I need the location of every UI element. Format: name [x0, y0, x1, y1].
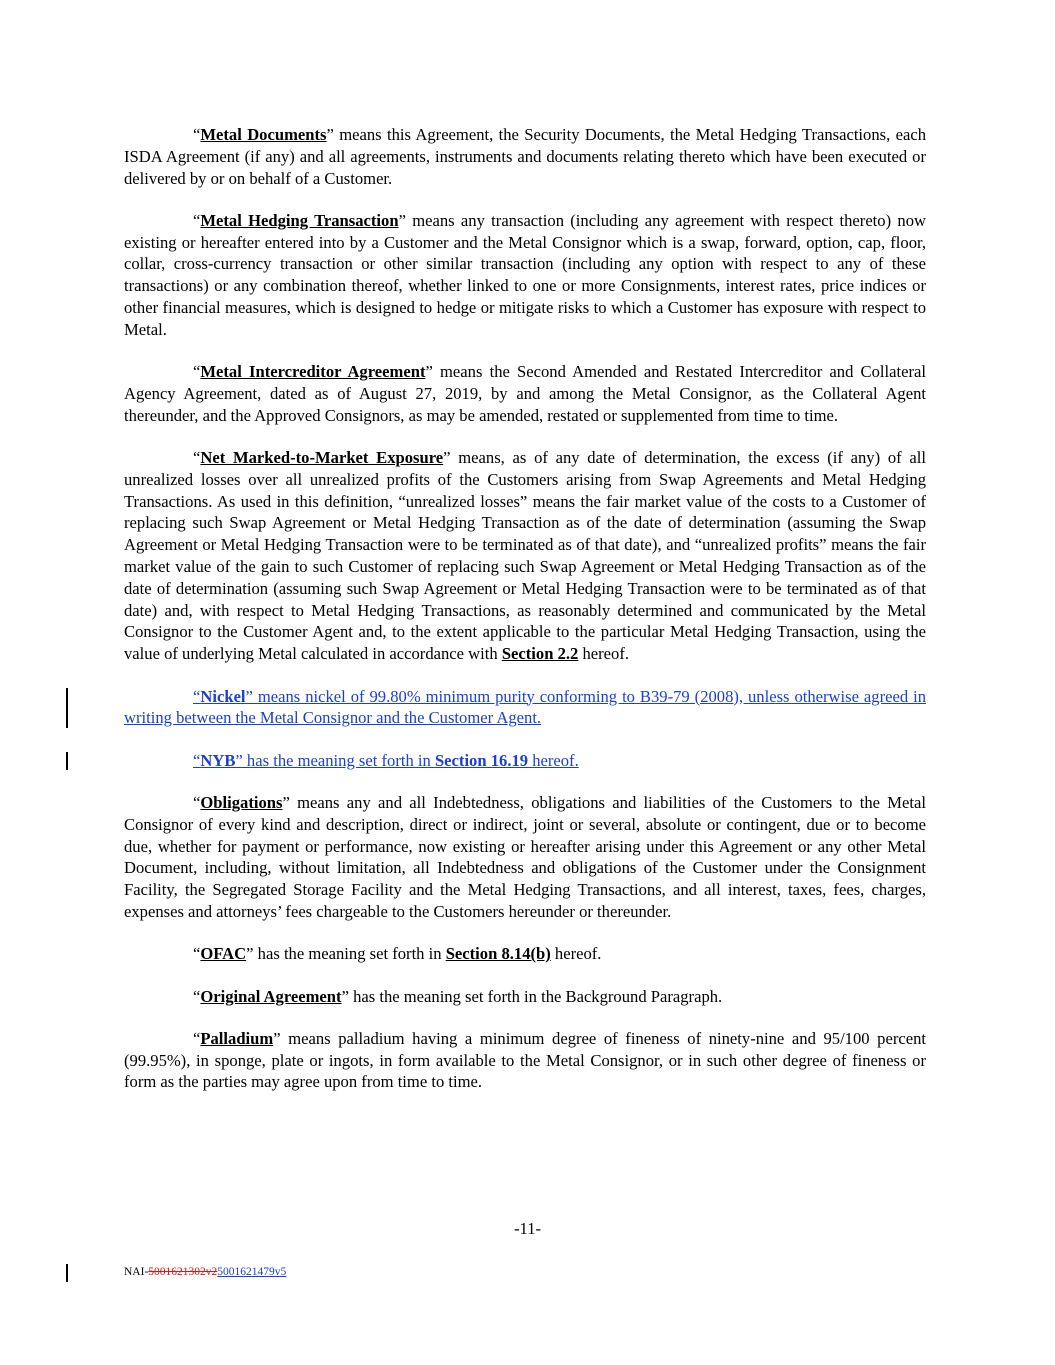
- defined-term: Palladium: [200, 1028, 274, 1048]
- defined-term: OFAC: [200, 944, 247, 964]
- page-number: -11-: [513, 1219, 542, 1238]
- definition-original-agreement: “Original Agreement” has the meaning set forth in the Background Paragraph.: [193, 986, 723, 1006]
- change-bar: [66, 752, 68, 770]
- definition-metal-intercreditor-agreement: “Metal Intercreditor Agreement” means the Second Amended and Restated Intercreditor and Collateral Agency Agreement, dated as of August 27, 2019, by and among the Metal Consignor, as the Collateral Agent thereunder, and the Approved Consignors, as may be amended, restated or supplemented from time to time.: [124, 362, 926, 425]
- definition-obligations: “Obligations” means any and all Indebtedness, obligations and liabilities of the Customers to the Metal Consignor of every kind and description, direct or indirect, joint or several, absolute or contingent, due or to become due, whether for payment or performance, now existing or hereafter arising under this Agreement or any other Metal Document, including, without limitation, all Indebtedness and obligations of the Customer under the Consignment Facility, the Segregated Storage Facility and the Metal Hedging Transactions, and all interest, taxes, fees, charges, expenses and attorneys’ fees chargeable to the Customers hereunder or thereunder.: [124, 792, 926, 921]
- section-reference: Section 16.19: [434, 750, 529, 770]
- defined-term: NYB: [200, 750, 236, 770]
- definition-palladium: “Palladium” means palladium having a minimum degree of fineness of ninety-nine and 95/100 percent (99.95%), in sponge, plate or ingots, in form available to the Metal Consignor, or in such other degree of fineness or form as the parties may agree upon from time to time.: [124, 1028, 926, 1092]
- definition-nickel-inserted: “Nickel” means nickel of 99.80% minimum purity conforming to B39-79 (2008), unless otherwise agreed in writing between the Metal Consignor and the Customer Agent.: [124, 686, 926, 730]
- change-bar: [66, 1264, 68, 1282]
- defined-term: Net Marked-to-Market Exposure: [200, 448, 444, 468]
- section-reference: Section 2.2: [501, 644, 579, 664]
- change-bar: [66, 688, 68, 728]
- defined-term: Metal Hedging Transaction: [200, 210, 399, 230]
- defined-term: Original Agreement: [200, 986, 342, 1006]
- definition-net-marked-to-market-exposure: “Net Marked-to-Market Exposure” means, as of any date of determination, the excess (if any) of all unrealized losses over all unrealized profits of the Customers arising from Swap Agreements and Metal Hedging Transactions. As used in this definition, “unrealized losses” means the fair market value of the costs to a Customer of replacing such Swap Agreement or Metal Hedging Transaction as of the date of determination (assuming the Swap Agreement or Metal Hedging Transaction were to be terminated as of that date), and “unrealized profits” means the fair market value of the gain to such Customer of replacing such Swap Agreement or Metal Hedging Transaction as of the date of determination (assuming such Swap Agreement or Metal Hedging Transaction were to be terminated as of that date) and, with respect to Metal Hedging Transactions, as reasonably determined and communicated by the Metal Consignor to the Customer Agent and, to the extent applicable to the particular Metal Hedging Transaction, using the value of underlying Metal calculated in accordance with Section 2.2 hereof.: [124, 448, 926, 664]
- definition-metal-documents: “Metal Documents” means this Agreement, the Security Documents, the Metal Hedging Transactions, each ISDA Agreement (if any) and all agreements, instruments and documents relating thereto which have been executed or delivered by or on behalf of a Customer.: [124, 125, 926, 188]
- footer-deleted-id: 5001621302v2: [148, 1266, 218, 1278]
- definition-metal-hedging-transaction: “Metal Hedging Transaction” means any transaction (including any agreement with respect thereto) now existing or hereafter entered into by a Customer and the Metal Consignor which is a swap, forward, option, cap, floor, collar, cross-currency transaction or other similar transaction (including any option with respect to any of these transactions) or any combination thereof, whether linked to one or more Consignments, interest rates, price indices or other financial measures, which is designed to hedge or mitigate risks to which a Customer has exposure with respect to Metal.: [124, 210, 926, 339]
- document-id-footer: [124, 1266, 286, 1278]
- defined-term: Nickel: [200, 686, 246, 706]
- footer-inserted-id: 5001621479v5: [217, 1266, 287, 1278]
- document-body: [124, 124, 926, 1114]
- defined-term: Metal Documents: [200, 125, 327, 144]
- defined-term: Obligations: [200, 792, 283, 812]
- definition-nyb-inserted: “NYB” has the meaning set forth in Section 16.19 hereof.: [124, 750, 926, 772]
- footer-prefix: NAI-: [124, 1266, 149, 1278]
- section-reference: Section 8.14(b): [445, 944, 551, 964]
- defined-term: Metal Intercreditor Agreement: [200, 362, 426, 382]
- definition-ofac: “OFAC” has the meaning set forth in Section 8.14(b) hereof.: [193, 944, 602, 964]
